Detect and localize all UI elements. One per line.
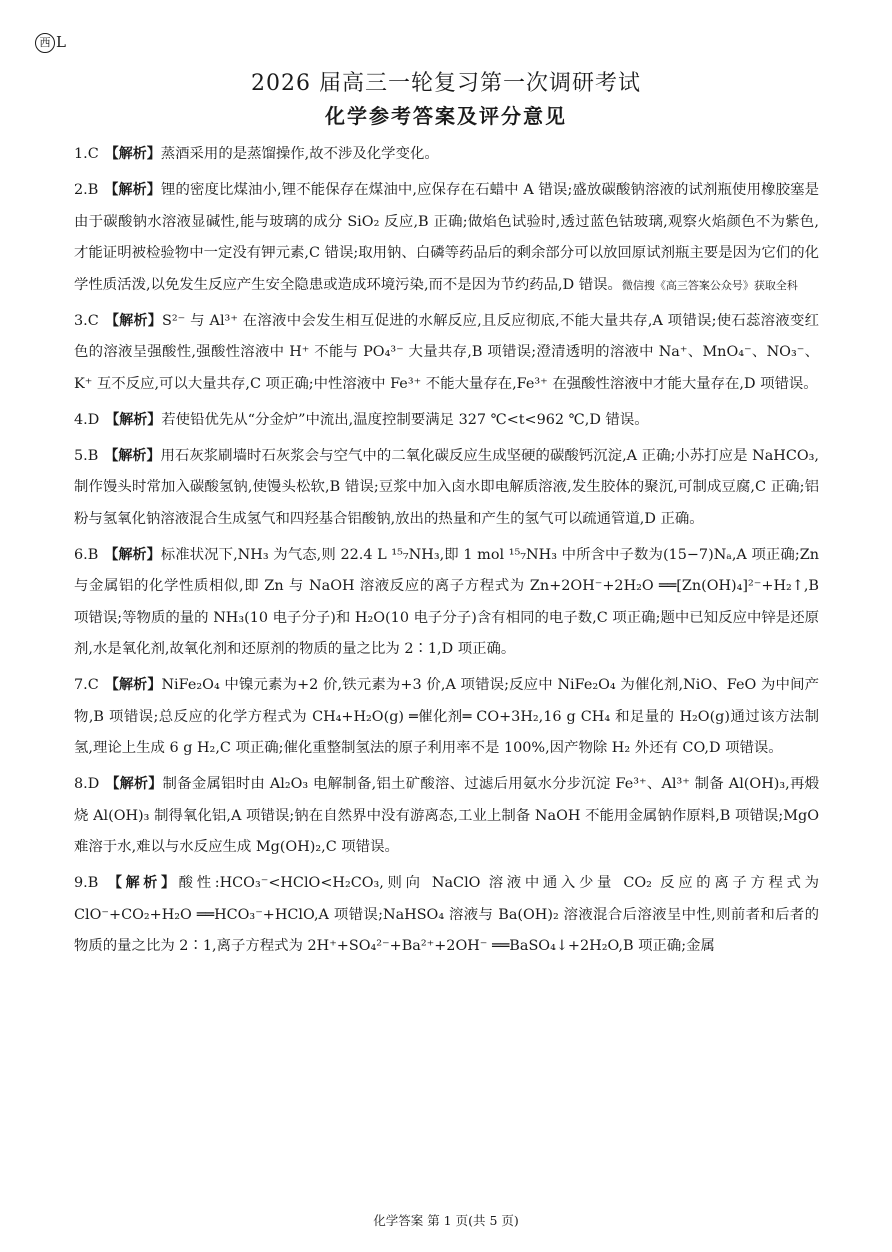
answer-number: 6.B — [74, 546, 99, 563]
analysis-tag: 【解析】 — [104, 146, 161, 162]
analysis-tag: 【解析】 — [104, 447, 161, 464]
watermark-note: 微信搜《高三答案公众号》获取全科 — [621, 278, 798, 292]
corner-letter: L — [56, 33, 65, 51]
page-footer: 化学答案 第 1 页(共 5 页) — [373, 1213, 519, 1228]
answer-item-2 — [74, 175, 819, 301]
answer-list — [74, 139, 819, 967]
answer-text: 用石灰浆刷墙时石灰浆会与空气中的二氧化碳反应生成坚硬的碳酸钙沉淀,A 正确;小苏打应是 NaHCO₃,制作馒头时常加入碳酸氢钠,使馒头松软,B 错误;豆浆中加入卤水即电解质溶液,发生胶体的聚沉,可制成豆腐,C 正确;铝粉与氢氧化钠溶液混合生成氢气和四羟基合铝酸钠,放出的热量和产生的氢气可以疏通管道,D 正确。 — [74, 447, 819, 527]
answer-item-4 — [74, 405, 819, 437]
answer-item-1 — [74, 139, 819, 171]
answer-number: 1.C — [74, 146, 99, 162]
answer-item-9 — [74, 868, 819, 963]
analysis-tag: 【解析】 — [104, 875, 179, 891]
analysis-tag: 【解析】 — [105, 776, 163, 792]
analysis-tag: 【解析】 — [105, 411, 162, 428]
answer-number: 3.C — [74, 312, 99, 329]
answer-number: 4.D — [74, 411, 100, 428]
answer-item-6 — [74, 540, 819, 666]
analysis-tag: 【解析】 — [104, 312, 163, 329]
answer-number: 5.B — [74, 447, 99, 464]
answer-number: 2.B — [74, 182, 99, 198]
page-subtitle: 化学参考答案及评分意见 — [325, 104, 567, 128]
page-title: 2026 届高三一轮复习第一次调研考试 — [251, 71, 641, 96]
answer-item-5 — [74, 441, 819, 536]
analysis-tag: 【解析】 — [104, 182, 161, 198]
answer-text: S²⁻ 与 Al³⁺ 在溶液中会发生相互促进的水解反应,且反应彻底,不能大量共存,A 项错误;使石蕊溶液变红色的溶液呈强酸性,强酸性溶液中 H⁺ 不能与 PO₄³⁻ 大量共存,B 项错误;澄清透明的溶液中 Na⁺、MnO₄⁻、NO₃⁻、K⁺ 互不反应,可以大量共存,C 项正确;中性溶液中 Fe³⁺ 不能大量存在,Fe³⁺ 在强酸性溶液中才能大量存在,D 项错误。 — [74, 312, 819, 392]
analysis-tag: 【解析】 — [104, 677, 162, 693]
corner-mark — [35, 31, 65, 53]
answer-item-8 — [74, 769, 819, 864]
corner-circle-mark: 西 — [35, 33, 55, 53]
answer-item-3 — [74, 306, 819, 401]
answer-item-7 — [74, 670, 819, 765]
answer-text: 蒸酒采用的是蒸馏操作,故不涉及化学变化。 — [160, 146, 439, 162]
answer-text: 标准状况下,NH₃ 为气态,则 22.4 L ¹⁵₇NH₃,即 1 mol ¹⁵₇NH₃ 中所含中子数为(15−7)Nₐ,A 项正确;Zn 与金属铝的化学性质相似,即 Zn 与 NaOH 溶液反应的离子方程式为 Zn+2OH⁻+2H₂O ══[Zn(OH)₄]²⁻+H₂↑,B 项错误;等物质的量的 NH₃(10 电子分子)和 H₂O(10 电子分子)含有相同的电子数,C 项正确;题中已知反应中锌是还原剂,水是氧化剂,故氧化剂和还原剂的物质的量之比为 2∶1,D 项正确。 — [74, 546, 820, 657]
analysis-tag: 【解析】 — [104, 546, 161, 563]
answer-text: 若使铅优先从“分金炉”中流出,温度控制要满足 327 ℃<t<962 ℃,D 错误。 — [161, 411, 649, 428]
answer-number: 9.B — [74, 875, 99, 891]
answer-text: 制备金属铝时由 Al₂O₃ 电解制备,铝土矿酸溶、过滤后用氨水分步沉淀 Fe³⁺、Al³⁺ 制备 Al(OH)₃,再煅烧 Al(OH)₃ 制得氧化铝,A 项错误;钠在自然界中没有游离态,工业上制备 NaOH 不能用金属钠作原料,B 项错误;MgO 难溶于水,难以与水反应生成 Mg(OH)₂,C 项错误。 — [74, 776, 819, 855]
answer-number: 8.D — [74, 776, 100, 792]
answer-number: 7.C — [74, 677, 99, 693]
answer-text: 锂的密度比煤油小,锂不能保存在煤油中,应保存在石蜡中 A 错误;盛放碳酸钠溶液的试剂瓶使用橡胶塞是由于碳酸钠水溶液显碱性,能与玻璃的成分 SiO₂ 反应,B 正确;做焰色试验时,透过蓝色钴玻璃,观察火焰颜色不为紫色,才能证明被检验物中一定没有钾元素,C 错误;取用钠、白磷等药品后的剩余部分可以放回原试剂瓶主要是因为它们的化学性质活泼,以免发生反应产生安全隐患或造成环境污染,而不是因为节约药品,D 错误。 — [74, 182, 820, 293]
answer-text: NiFe₂O₄ 中镍元素为+2 价,铁元素为+3 价,A 项错误;反应中 NiFe₂O₄ 为催化剂,NiO、FeO 为中间产物,B 项错误;总反应的化学方程式为 CH₄+H₂O(g) ═催化剂═ CO+3H₂,16 g CH₄ 和足量的 H₂O(g)通过该方法制氢,理论上生成 6 g H₂,C 项正确;催化重整制氢法的原子利用率不是 100%,因产物除 H₂ 外还有 CO,D 项错误。 — [74, 677, 820, 756]
answer-text: 酸性:HCO₃⁻<HClO<H₂CO₃,则向 NaClO 溶液中通入少量 CO₂ 反应的离子方程式为 ClO⁻+CO₂+H₂O ══HCO₃⁻+HClO,A 项错误;NaHSO₄ 溶液与 Ba(OH)₂ 溶液混合后溶液呈中性,则前者和后者的物质的量之比为 2∶1,离子方程式为 2H⁺+SO₄²⁻+Ba²⁺+2OH⁻ ══BaSO₄↓+2H₂O,B 项正确;金属 — [74, 875, 819, 954]
